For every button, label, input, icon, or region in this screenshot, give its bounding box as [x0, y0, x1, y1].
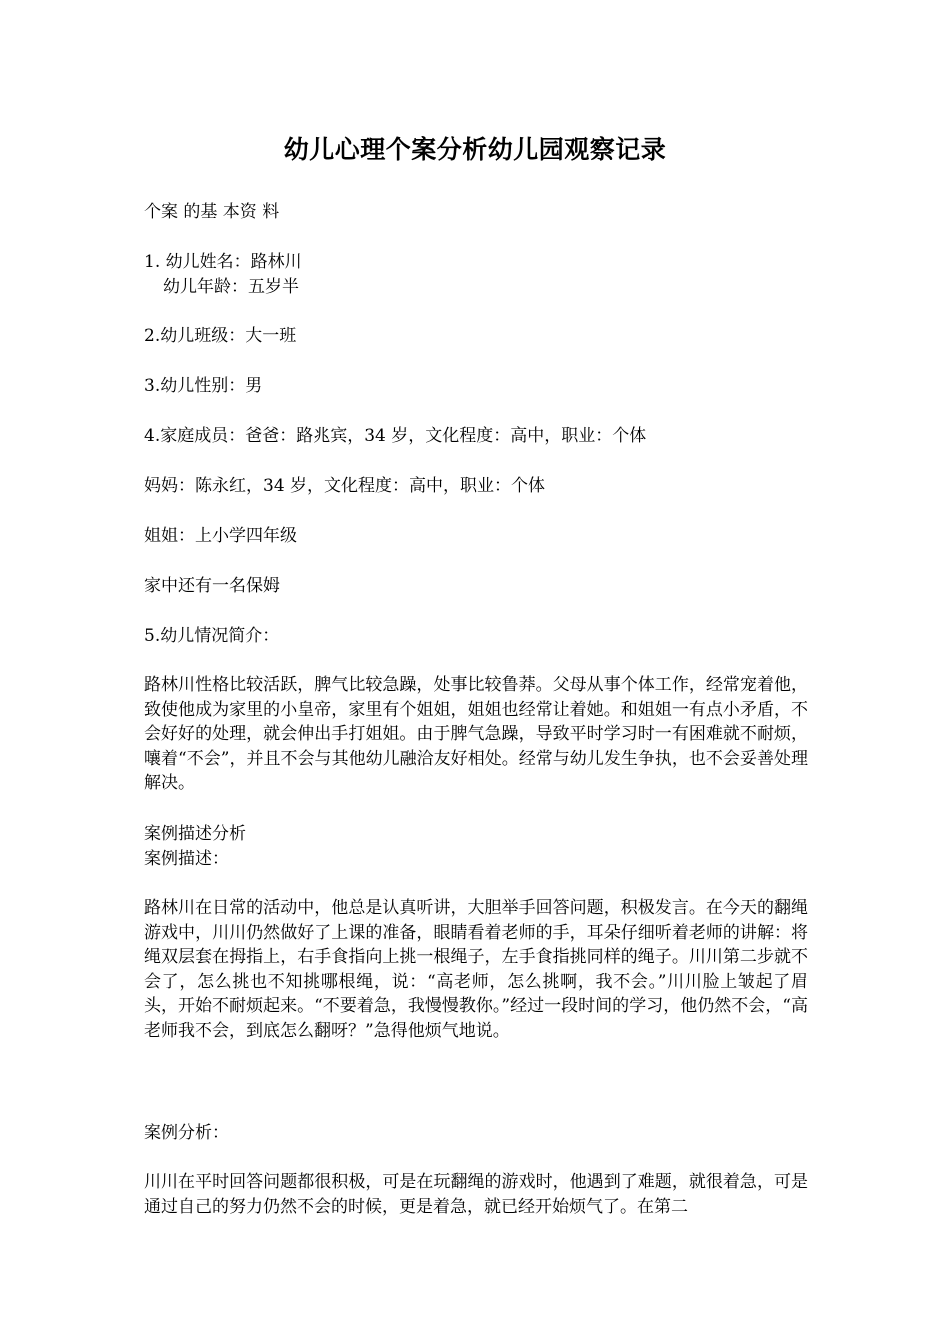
case-analysis-section-heading: 案例描述分析 — [144, 824, 246, 844]
document-title: 幼儿心理个案分析幼儿园观察记录 — [283, 135, 667, 164]
case-description-heading: 案例描述： — [144, 849, 229, 869]
family-sister: 姐姐：上小学四年级 — [144, 526, 297, 546]
child-intro-heading: 5.幼儿情况简介： — [144, 626, 280, 646]
case-description-paragraph: 路林川在日常的活动中，他总是认真听讲，大胆举手回答问题，积极发言。在今天的翻绳游戏中，川川仍然做好了上课的准备，眼睛看着老师的手，耳朵仔细听着老师的讲解：将绳双层套在拇指上，右手食指向上挑一根绳子，左手食指挑同样的绳子。川川第二步就不会了，怎么挑也不知挑哪根绳，说：“高老师，怎么挑啊，我不会。”川川脸上皱起了眉头，开始不耐烦起来。“不要着急，我慢慢教你。”经过一段时间的学习，他仍然不会，“高老师我不会，到底怎么翻呀？”急得他烦气地说。 — [144, 898, 808, 1041]
case-analysis-paragraph: 川川在平时回答问题都很积极，可是在玩翻绳的游戏时，他遇到了难题，就很着急，可是通过自己的努力仍然不会的时候，更是着急，就已经开始烦气了。在第二 — [144, 1172, 808, 1217]
case-analysis-heading: 案例分析： — [144, 1123, 229, 1143]
child-name: 1. 幼儿姓名：路林川 — [144, 252, 302, 272]
child-gender: 3.幼儿性别：男 — [144, 376, 263, 396]
section-basic-info-heading: 个案 的基 本资 料 — [144, 202, 280, 222]
family-mother: 妈妈：陈永红，34 岁，文化程度：高中，职业：个体 — [144, 476, 546, 496]
family-nanny: 家中还有一名保姆 — [144, 576, 280, 596]
child-intro-paragraph: 路林川性格比较活跃，脾气比较急躁，处事比较鲁莽。父母从事个体工作，经常宠着他，致使他成为家里的小皇帝，家里有个姐姐，姐姐也经常让着她。和姐姐一有点小矛盾，不会好好的处理，就会伸出手打姐姐。由于脾气急躁，导致平时学习时一有困难就不耐烦，嚷着“不会”，并且不会与其他幼儿融洽友好相处。经常与幼儿发生争执，也不会妥善处理解决。 — [144, 675, 808, 793]
family-members-father: 4.家庭成员：爸爸：路兆宾，34 岁，文化程度：高中，职业：个体 — [144, 426, 647, 446]
child-class: 2.幼儿班级：大一班 — [144, 326, 297, 346]
child-age: 幼儿年龄：五岁半 — [163, 277, 299, 297]
